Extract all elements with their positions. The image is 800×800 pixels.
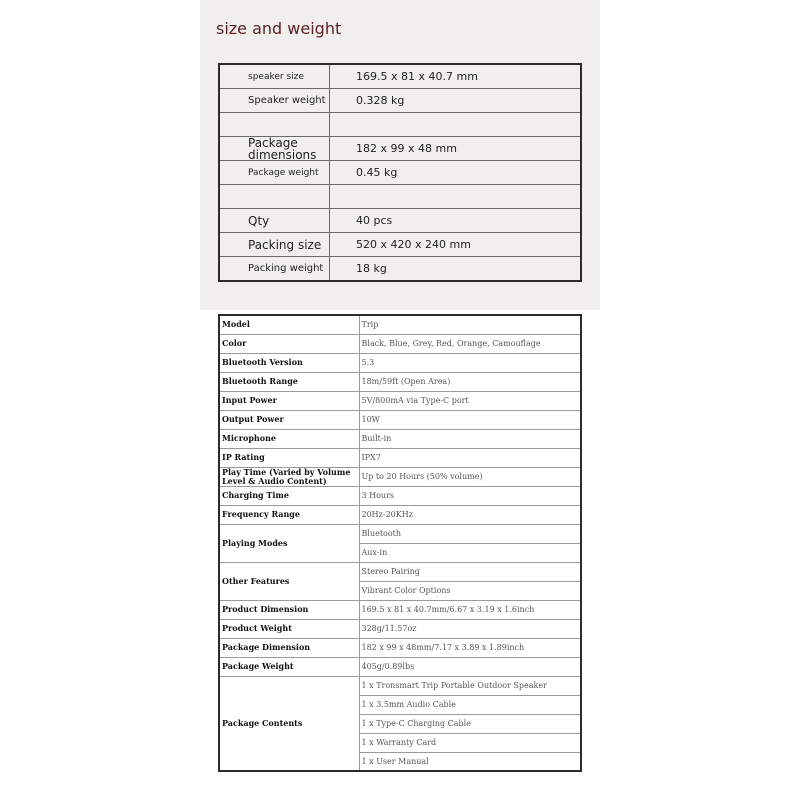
spec-label: Package Dimension xyxy=(219,638,359,657)
table-row xyxy=(219,638,581,657)
spec-label: Input Power xyxy=(219,391,359,410)
spec-value: Trip xyxy=(359,315,581,334)
size-row-value: 0.45 kg xyxy=(356,166,398,179)
size-row xyxy=(220,89,580,113)
spec-label: Charging Time xyxy=(219,486,359,505)
spec-value: Bluetooth xyxy=(359,524,581,543)
spec-label: Microphone xyxy=(219,429,359,448)
spec-value: 18m/59ft (Open Area) xyxy=(359,372,581,391)
spec-value: Vibrant Color Options xyxy=(359,581,581,600)
table-row xyxy=(219,524,581,543)
table-row xyxy=(219,619,581,638)
table-row xyxy=(219,657,581,676)
table-row xyxy=(219,505,581,524)
table-row xyxy=(219,448,581,467)
spec-value: 182 x 99 x 48mm/7.17 x 3.89 x 1.89inch xyxy=(359,638,581,657)
spec-value: 10W xyxy=(359,410,581,429)
spec-label: Bluetooth Range xyxy=(219,372,359,391)
spec-label: IP Rating xyxy=(219,448,359,467)
spec-label: Color xyxy=(219,334,359,353)
spec-label: Output Power xyxy=(219,410,359,429)
spec-value: 328g/11.57oz xyxy=(359,619,581,638)
spec-value: 405g/0.89lbs xyxy=(359,657,581,676)
spec-label: Package Contents xyxy=(219,676,359,771)
size-row xyxy=(220,113,580,137)
spec-value: 1 x Warranty Card xyxy=(359,733,581,752)
size-row xyxy=(220,257,580,280)
spec-label: Package Weight xyxy=(219,657,359,676)
size-row xyxy=(220,185,580,209)
size-row-value xyxy=(330,185,580,208)
table-row xyxy=(219,562,581,581)
size-row-label xyxy=(220,185,330,208)
spec-label: Playing Modes xyxy=(219,524,359,562)
spec-label: Play Time (Varied by Volume Level & Audio Content) xyxy=(219,467,359,486)
spec-label: Product Weight xyxy=(219,619,359,638)
spec-value: 1 x Type-C Charging Cable xyxy=(359,714,581,733)
size-row-label: Package dimensions xyxy=(220,137,330,160)
table-row xyxy=(219,372,581,391)
size-row-value xyxy=(330,113,580,136)
spec-value: 3 Hours xyxy=(359,486,581,505)
spec-label: Other Features xyxy=(219,562,359,600)
table-row xyxy=(219,353,581,372)
spec-label: Model xyxy=(219,315,359,334)
spec-value: IPX7 xyxy=(359,448,581,467)
size-row-label: Qty xyxy=(220,209,330,232)
spec-value: 5.3 xyxy=(359,353,581,372)
size-row-label: Speaker weight xyxy=(220,89,330,112)
spec-value: 5V/800mA via Type-C port xyxy=(359,391,581,410)
size-row-value: 18 kg xyxy=(356,262,387,275)
size-row-label: Packing weight xyxy=(220,257,330,280)
size-row-label: speaker size xyxy=(220,65,330,88)
table-row xyxy=(219,315,581,334)
size-row-label xyxy=(220,113,330,136)
table-row xyxy=(219,467,581,486)
spec-value: 20Hz-20KHz xyxy=(359,505,581,524)
size-row-label: Package weight xyxy=(220,161,330,184)
spec-value: Black, Blue, Grey, Red, Orange, Camouflage xyxy=(359,334,581,353)
size-row xyxy=(220,233,580,257)
spec-label: Bluetooth Version xyxy=(219,353,359,372)
table-row xyxy=(219,486,581,505)
spec-value: Up to 20 Hours (50% volume) xyxy=(359,467,581,486)
size-row xyxy=(220,65,580,89)
spec-value: Built-in xyxy=(359,429,581,448)
section-title: size and weight xyxy=(216,19,342,38)
specifications-table xyxy=(218,314,582,772)
table-row xyxy=(219,429,581,448)
spec-value: 169.5 x 81 x 40.7mm/6.67 x 3.19 x 1.6inch xyxy=(359,600,581,619)
spec-value: 1 x 3.5mm Audio Cable xyxy=(359,695,581,714)
size-row-value: 182 x 99 x 48 mm xyxy=(356,142,457,155)
size-row xyxy=(220,137,580,161)
table-row xyxy=(219,600,581,619)
size-row xyxy=(220,161,580,185)
spec-label: Frequency Range xyxy=(219,505,359,524)
spec-value: Stereo Pairing xyxy=(359,562,581,581)
spec-value: Aux-in xyxy=(359,543,581,562)
table-row xyxy=(219,334,581,353)
size-row xyxy=(220,209,580,233)
table-row xyxy=(219,391,581,410)
spec-label: Product Dimension xyxy=(219,600,359,619)
size-row-value: 40 pcs xyxy=(356,214,393,227)
size-row-label: Packing size xyxy=(220,233,330,256)
table-row xyxy=(219,676,581,695)
size-row-value: 169.5 x 81 x 40.7 mm xyxy=(356,70,478,83)
size-weight-table xyxy=(218,63,582,282)
spec-value: 1 x User Manual xyxy=(359,752,581,771)
size-row-value: 0.328 kg xyxy=(356,94,405,107)
spec-value: 1 x Tronsmart Trip Portable Outdoor Speaker xyxy=(359,676,581,695)
table-row xyxy=(219,410,581,429)
size-row-value: 520 x 420 x 240 mm xyxy=(356,238,471,251)
